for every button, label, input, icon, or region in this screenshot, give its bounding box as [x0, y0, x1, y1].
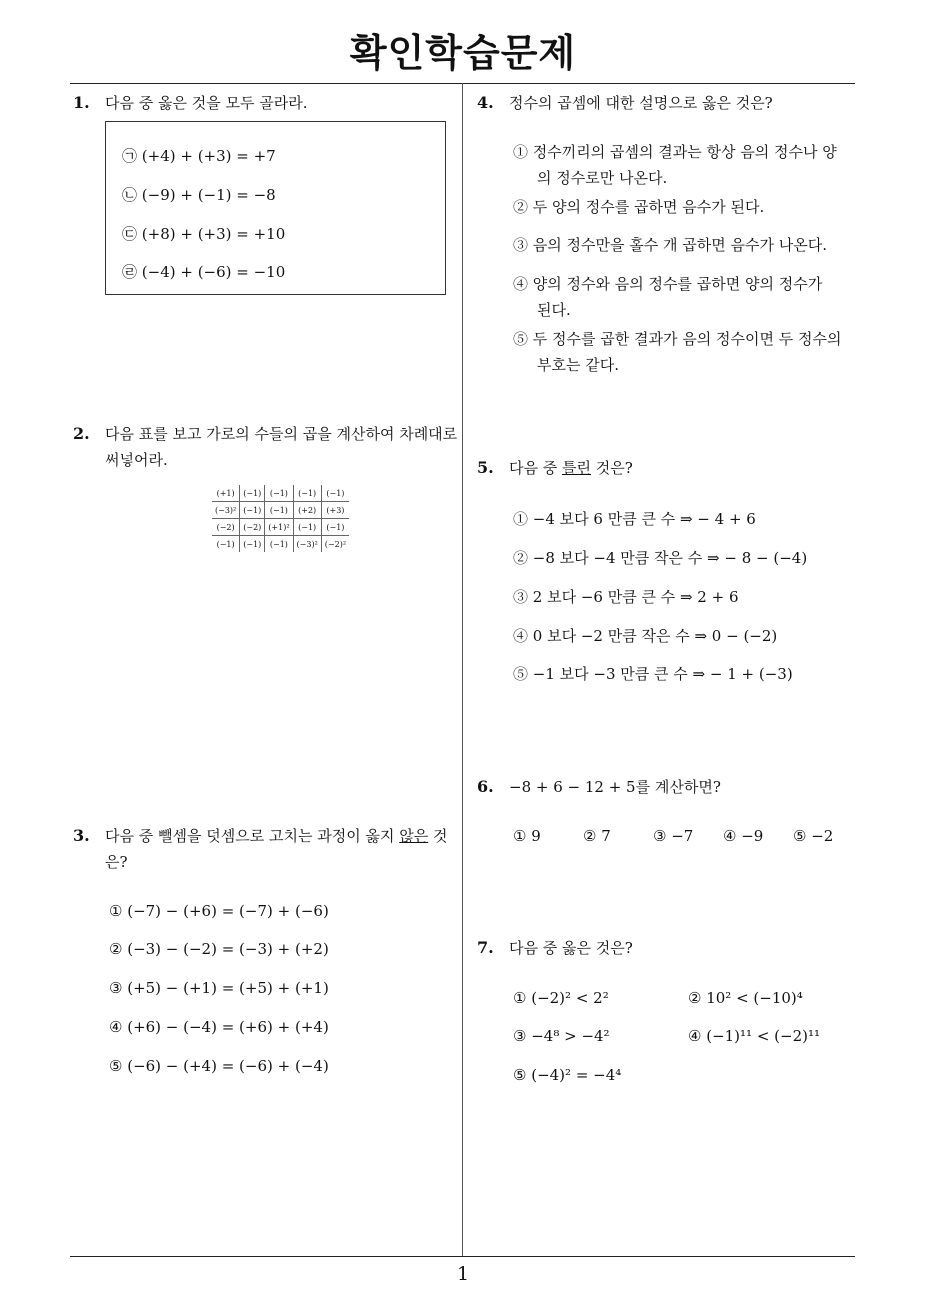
q5-option-4: ④ 0 보다 −2 만큼 작은 수 ⇒ 0 − (−2): [513, 627, 778, 645]
table-cell: (−1): [265, 536, 293, 553]
q3-option-3: ③ (+5) − (+1) = (+5) + (+1): [109, 979, 329, 997]
question-text-line1: 다음 표를 보고 가로의 수들의 곱을 계산하여 차례대로: [105, 425, 458, 443]
table-row: [212, 502, 349, 519]
q3-option-5: ⑤ (−6) − (+4) = (−6) + (−4): [109, 1057, 329, 1075]
q5-option-3: ③ 2 보다 −6 만큼 큰 수 ⇒ 2 + 6: [513, 588, 739, 606]
q6-option-1: ① 9: [513, 827, 541, 845]
table-cell: (−1): [240, 502, 265, 519]
question-3: [73, 823, 458, 875]
question-text-line2: 은?: [105, 853, 128, 871]
q6-option-4: ④ −9: [723, 827, 764, 845]
q7-option-1: ① (−2)² < 2²: [513, 989, 609, 1007]
page-title: 확인학습문제: [349, 31, 577, 75]
question-number: 1.: [73, 93, 90, 112]
q1-option-3: ㉢ (+8) + (+3) = +10: [122, 225, 286, 243]
table-cell: (−2)²: [321, 536, 349, 553]
question-6: [477, 774, 857, 800]
page-number: 1: [456, 1263, 470, 1285]
q4-option-3: ③ 음의 정수만을 홀수 개 곱하면 음수가 나온다.: [513, 236, 827, 254]
question-number: 5.: [477, 458, 494, 477]
q4-option-2: ② 두 양의 정수를 곱하면 음수가 된다.: [513, 198, 765, 216]
question-5: [477, 455, 857, 481]
text-segment: 다음 중 뺄셈을 덧셈으로 고치는 과정이 옳지: [105, 827, 400, 845]
table-cell: (−2): [240, 519, 265, 536]
question-number: 7.: [477, 938, 494, 957]
q4-option-1: ① 정수끼리의 곱셈의 결과는 항상 음의 정수나 양: [513, 143, 837, 161]
underlined-text: 틀린: [562, 459, 591, 477]
question-text: −8 + 6 − 12 + 5를 계산하면?: [509, 778, 721, 796]
table-cell: (−1): [293, 485, 321, 502]
q3-option-1: ① (−7) − (+6) = (−7) + (−6): [109, 902, 329, 920]
table-cell: (−3)²: [293, 536, 321, 553]
table-cell: (−1): [240, 485, 265, 502]
text-segment: 것: [428, 827, 448, 845]
bottom-rule: [70, 1256, 855, 1257]
q5-option-1: ① −4 보다 6 만큼 큰 수 ⇒ − 4 + 6: [513, 510, 756, 528]
question-1: [73, 90, 458, 116]
question-2: [73, 421, 458, 473]
table-cell: (+1): [212, 485, 240, 502]
table-cell: (+1)²: [265, 519, 293, 536]
table-cell: (−1): [321, 519, 349, 536]
table-cell: (−1): [265, 502, 293, 519]
question-7: [477, 935, 857, 961]
table-cell: (−1): [293, 519, 321, 536]
q7-option-3: ③ −4⁸ > −4²: [513, 1027, 610, 1045]
q5-option-5: ⑤ −1 보다 −3 만큼 큰 수 ⇒ − 1 + (−3): [513, 665, 793, 683]
q6-option-2: ② 7: [583, 827, 611, 845]
q6-option-3: ③ −7: [653, 827, 694, 845]
q7-option-2: ② 10² < (−10)⁴: [688, 989, 803, 1007]
q3-option-4: ④ (+6) − (−4) = (+6) + (+4): [109, 1018, 329, 1036]
q5-option-2: ② −8 보다 −4 만큼 작은 수 ⇒ − 8 − (−4): [513, 549, 808, 567]
text-segment: 것은?: [591, 459, 633, 477]
q6-option-5: ⑤ −2: [793, 827, 834, 845]
table-cell: (−3)²: [212, 502, 240, 519]
table-cell: (+2): [293, 502, 321, 519]
q3-option-2: ② (−3) − (−2) = (−3) + (+2): [109, 940, 329, 958]
table-row: [212, 536, 349, 553]
question-4: [477, 90, 857, 116]
table-cell: (−1): [240, 536, 265, 553]
q7-option-5: ⑤ (−4)² = −4⁴: [513, 1066, 622, 1084]
underlined-text: 않은: [399, 827, 429, 845]
q4-option-1-cont: 의 정수로만 나온다.: [537, 169, 668, 187]
table-cell: (−1): [212, 536, 240, 553]
question-text: [509, 455, 857, 481]
table-row: [212, 519, 349, 536]
question-text-line2: 써넣어라.: [105, 451, 168, 469]
table-cell: (+3): [321, 502, 349, 519]
table-cell: (−1): [265, 485, 293, 502]
q2-number-table: [212, 485, 349, 552]
question-text: 다음 중 옳은 것은?: [509, 939, 633, 957]
question-text-line1: [105, 823, 458, 849]
q1-option-4: ㉣ (−4) + (−6) = −10: [122, 263, 286, 281]
q7-option-4: ④ (−1)¹¹ < (−2)¹¹: [688, 1027, 821, 1045]
table-row: [212, 485, 349, 502]
q4-option-4: ④ 양의 정수와 음의 정수를 곱하면 양의 정수가: [513, 275, 823, 293]
table-cell: (−2): [212, 519, 240, 536]
question-number: 6.: [477, 777, 494, 796]
q4-option-4-cont: 된다.: [537, 301, 571, 319]
q1-option-1: ㉠ (+4) + (+3) = +7: [122, 147, 276, 165]
column-divider: [462, 83, 463, 1257]
table-cell: (−1): [321, 485, 349, 502]
question-number: 3.: [73, 826, 90, 845]
text-segment: 다음 중: [509, 459, 563, 477]
question-text: 정수의 곱셈에 대한 설명으로 옳은 것은?: [509, 94, 773, 112]
question-text: 다음 중 옳은 것을 모두 골라라.: [105, 94, 308, 112]
q4-option-5: ⑤ 두 정수를 곱한 결과가 음의 정수이면 두 정수의: [513, 330, 842, 348]
question-number: 2.: [73, 424, 90, 443]
q1-option-2: ㉡ (−9) + (−1) = −8: [122, 186, 276, 204]
question-number: 4.: [477, 93, 494, 112]
q4-option-5-cont: 부호는 같다.: [537, 356, 619, 374]
